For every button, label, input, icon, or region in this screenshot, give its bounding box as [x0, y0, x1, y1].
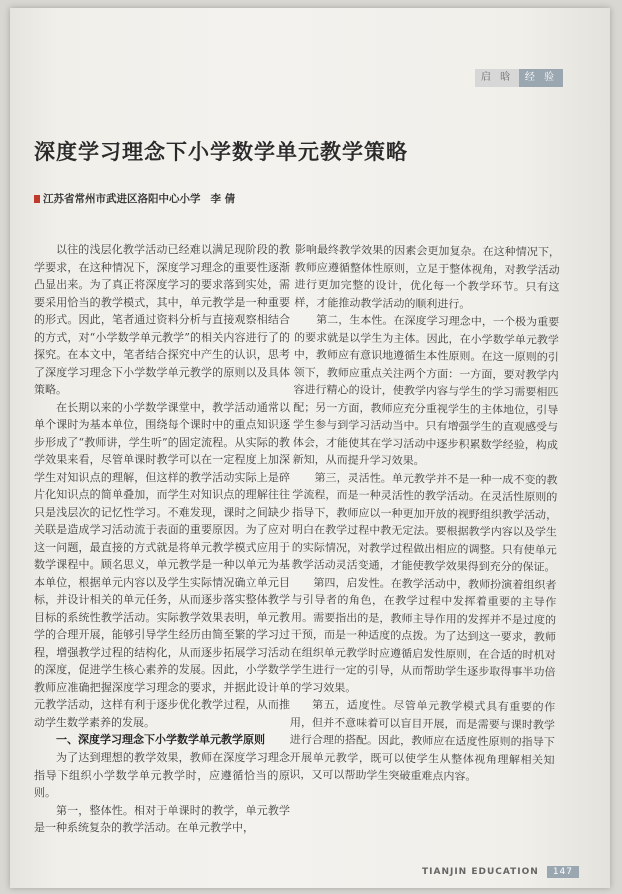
paragraph: 在长期以来的小学数学课堂中，教学活动通常以单个课时为基本单位，围绕每个课时中的重点知识逐步形成了“教师讲，学生听”的固定流程。从实际的教学效果来看，尽管单课时教学可以在一定程度上加深学生对知识点的理解，但这样的教学活动实际上是碎片化知识点的简单叠加，而学生对知识点的理解往往只是浅层次的记忆性学习。不难发现，课时之间缺少关联是造成学习活动流于表面的重要原因。为了应对这一问题，最直接的方式就是将单元教学模式应用于数学课程中。顾名思义，单元教学是一种以单元为基本单位，根据单元内容以及学生实际情况确立单元目标，并设计相关的单元任务，从而逐步落实整体教学目标的系统性教学活动。实际教学效果表明，单元教学的合理开展，能够引导学生经历由简至繁的学习过程，增强教学过程的结构化，从而逐步拓展学习活动的深度，促进学生核心素养的发展。因此，小学数学教师应准确把握深度学习理念的要求，并据此设计单元教学活动，这样有利于逐步优化教学过程，从而推动学生数学素养的发展。 — [34, 400, 290, 729]
author-name: 李 倩 — [210, 193, 236, 205]
column-left — [34, 241, 290, 837]
paragraph: 第三，灵活性。单元教学并不是一种一成不变的教学流程，而是一种灵活性的教学活动。在灵活性原则的指导下，教师应以一种更加开放的视野组织教学活动，明白在教学过程中教无定法。要根据教学内容以及学生的实际情况，对教学过程做出相应的调整。只有使单元教学活动灵活变通，才能使教学效果得到充分的保证。 — [291, 470, 558, 574]
journal-name: TIANJIN EDUCATION — [422, 867, 539, 877]
paragraph: 第五，适度性。尽管单元教学模式具有重要的作用，但并不意味着可以盲目开展，而是需要与课时教学进行合理的搭配。因此，教师应在适度性原则的指导下开展单元教学，既可以使学生从整体视角理解相关知识，又可以帮助学生突破重难点内容。 — [289, 698, 556, 783]
author-affiliation: 江苏省常州市武进区洛阳中心小学 — [43, 193, 201, 205]
page-footer — [422, 866, 579, 878]
paragraph: 第四，启发性。在教学活动中，教师扮演着组织者与引导者的角色，在教学过程中发挥着重要的主导作用。需要指出的是，教师主导作用的发挥并不是过度的干预，而是一种适度的点拨。为了达到这一要求，教师在组织单元教学时应遵循启发性原则，在合适的时机对学生进行一定的引导，从而帮助学生逐步取得事半功倍的学习效果。 — [290, 575, 557, 695]
red-square-icon — [34, 195, 40, 203]
paragraph: 第一，整体性。相对于单课时的教学，单元教学是一种系统复杂的教学活动。在单元教学中， — [34, 803, 290, 834]
author-line — [34, 191, 235, 206]
page-number: 147 — [547, 866, 579, 878]
section-heading: 一、深度学习理念下小学数学单元教学原则 — [56, 733, 265, 746]
article-title: 深度学习理念下小学数学单元教学策略 — [34, 140, 408, 164]
paragraph-continued: 影响最终教学效果的因素会更加复杂。在这种情况下，教师应遵循整体性原则，立足于整体视角，对教学活动进行更加完整的设计，优化每一个教学环节。只有这样，才能推动教学活动的顺利进行。 — [294, 242, 560, 311]
section-tag — [475, 69, 563, 87]
page — [10, 8, 610, 888]
paragraph: 以往的浅层化教学活动已经难以满足现阶段的教学要求，在这种情况下，深度学习理念的重要性逐渐凸显出来。为了真正将深度学习的要求落到实处，需要采用恰当的教学模式，其中，单元教学是一种重要的形式。因此，笔者通过资料分析与直接观察相结合的方式，对“小学数学单元教学”的相关内容进行了的探究。在本文中，笔者结合探究中产生的认识，思考了深度学习理念下小学数学单元教学的原则以及具体策略。 — [34, 243, 290, 396]
column-right — [289, 241, 560, 786]
section-tag-right: 经 验 — [519, 69, 563, 87]
paragraph: 为了达到理想的教学效果，教师在深度学习理念指导下组织小学数学单元教学时，应遵循恰当的原则。 — [34, 751, 290, 799]
paragraph: 第二，生本性。在深度学习理念中，一个极为重要的要求就是以学生为主体。因此，在小学数学单元教学中，教师应有意识地遵循生本性原则。在这一原则的引领下，教师应重点关注两个方面：一方面，要对教学内容进行精心的设计，使教学内容与学生的学习需要相匹配；另一方面，教师应充分重视学生的主体地位，引导学生参与到学习活动当中。只有增强学生的直观感受与体会，才能使其在学习活动中逐步积累数学经验，构成新知，从而提升学习效果。 — [292, 313, 560, 468]
section-tag-left: 启 晗 — [475, 69, 519, 87]
